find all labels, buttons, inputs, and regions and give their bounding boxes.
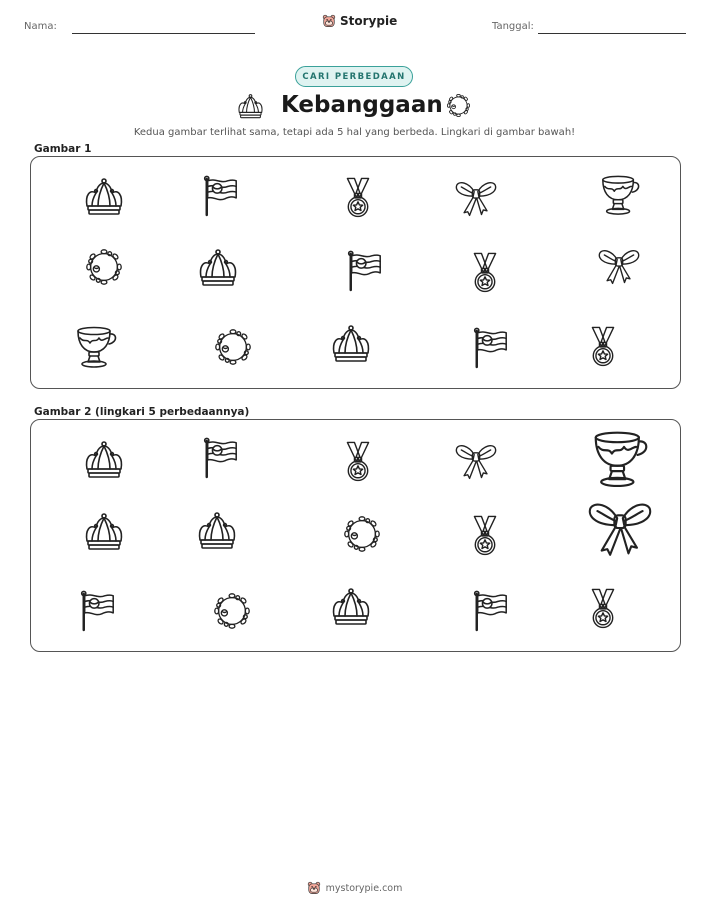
activity-badge: CARI PERBEDAAN bbox=[295, 66, 413, 87]
medal-icon bbox=[343, 174, 373, 220]
footer-url[interactable]: mystorypie.com bbox=[325, 882, 403, 894]
bow-icon[interactable] bbox=[586, 497, 654, 559]
medal-icon[interactable] bbox=[343, 438, 373, 484]
picture-1-label: Gambar 1 bbox=[34, 143, 92, 155]
medal-icon[interactable] bbox=[470, 512, 500, 558]
footer bbox=[0, 881, 709, 895]
crown-icon bbox=[329, 324, 373, 364]
flag-icon[interactable] bbox=[472, 589, 510, 633]
flag-icon bbox=[472, 326, 510, 370]
crown-icon bbox=[196, 248, 240, 288]
picture-2-label: Gambar 2 (lingkari 5 perbedaannya) bbox=[34, 406, 250, 418]
flag-icon[interactable] bbox=[79, 589, 117, 633]
trophy-cup-icon[interactable] bbox=[590, 428, 650, 490]
brand bbox=[322, 14, 397, 28]
medal-icon bbox=[470, 249, 500, 295]
wreath-icon bbox=[82, 246, 126, 288]
trophy-cup-icon bbox=[599, 173, 641, 217]
flag-icon[interactable] bbox=[202, 436, 240, 480]
flag-icon bbox=[202, 174, 240, 218]
crown-icon bbox=[236, 93, 265, 120]
bow-icon bbox=[597, 245, 641, 287]
flag-icon bbox=[346, 249, 384, 293]
wreath-icon[interactable] bbox=[210, 590, 254, 632]
crown-icon[interactable] bbox=[329, 587, 373, 627]
crown-icon bbox=[82, 177, 126, 217]
wreath-icon bbox=[211, 326, 255, 368]
bow-icon[interactable] bbox=[454, 440, 498, 482]
crown-icon[interactable] bbox=[195, 511, 239, 551]
page-title: Kebanggaan bbox=[281, 92, 443, 118]
crown-icon[interactable] bbox=[82, 512, 126, 552]
name-label: Nama: bbox=[24, 21, 57, 32]
wreath-icon bbox=[445, 92, 472, 119]
instructions: Kedua gambar terlihat sama, tetapi ada 5 hal yang berbeda. Lingkari di gambar bawah! bbox=[133, 127, 576, 138]
trophy-cup-icon bbox=[74, 324, 118, 370]
medal-icon[interactable] bbox=[588, 585, 618, 631]
medal-icon bbox=[588, 323, 618, 369]
bear-logo-icon bbox=[307, 881, 321, 895]
date-field-line[interactable] bbox=[538, 33, 686, 34]
bow-icon bbox=[454, 177, 498, 219]
date-label: Tanggal: bbox=[492, 21, 534, 32]
name-field-line[interactable] bbox=[72, 33, 255, 34]
brand-name: Storypie bbox=[340, 14, 398, 28]
bear-logo-icon bbox=[322, 14, 336, 28]
wreath-icon[interactable] bbox=[340, 513, 384, 555]
crown-icon[interactable] bbox=[82, 440, 126, 480]
